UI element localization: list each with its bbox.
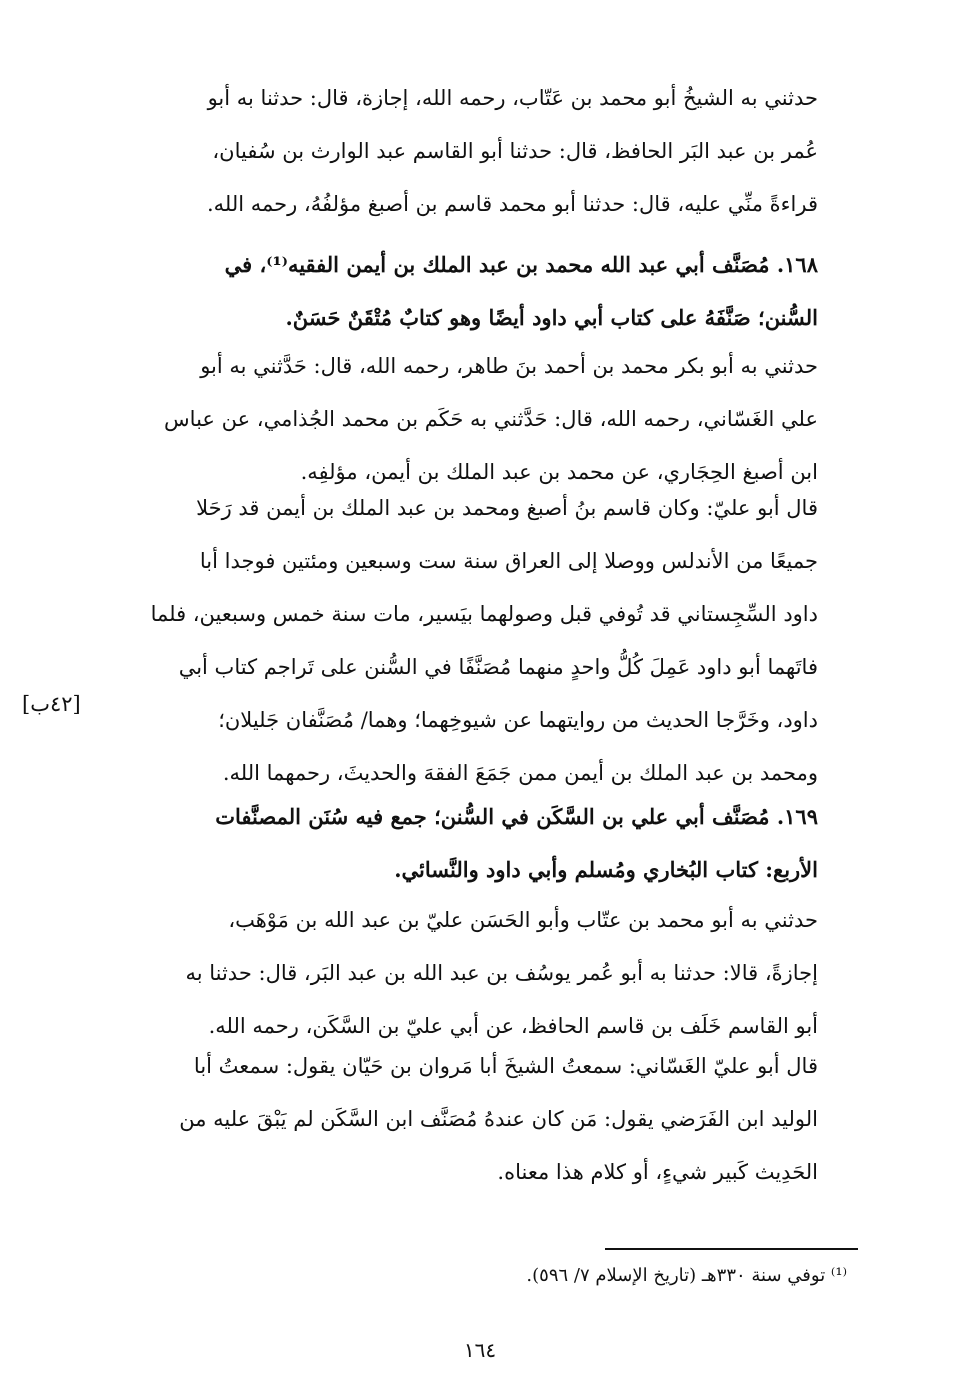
paragraph-isnad-3 (140, 894, 818, 1053)
text-line: قال أبو عليّ: وكان قاسم بنُ أصبغ ومحمد بن عبد الملك بن أيمن قد رَحَلا (196, 496, 818, 520)
text-line: قراءةً منِّي عليه، قال: حدثنا أبو محمد قاسم بن أصبغ مؤلفُهُ، رحمه الله. (206, 192, 818, 216)
text-line: قال أبو عليّ الغَسّاني: سمعتُ الشيخَ أبا مَروان بن حَيّان يقول: سمعتُ أبا (193, 1054, 818, 1078)
text-line: ١٦٩. مُصَنَّف أبي علي بن السَّكَن في السُّنن؛ جمع فيه سُنَن المصنَّفات (215, 804, 818, 829)
text-line: داود السِّجِستاني قد تُوفي قبل وصولهما بيَسير، مات سنة خمس وسبعين، فلما (150, 602, 818, 626)
paragraph-isnad-2 (140, 340, 818, 499)
footnote: ⁽¹⁾ توفي سنة ٣٣٠هـ (تاريخ الإسلام ٧/ ٥٩٦). (526, 1265, 847, 1286)
paragraph-abu-ali-note (140, 482, 818, 800)
text-line: الأربع: كتاب البُخاري ومُسلم وأبي داود والنَّسائي. (394, 857, 818, 882)
entry-168-heading (140, 238, 818, 344)
text-line: عُمر بن عبد البَر الحافظ، قال: حدثنا أبو القاسم عبد الوارث بن سُفيان، (212, 139, 818, 163)
text-line: السُّنن؛ صَنَّفَهُ على كتاب أبي داود أيضًا وهو كتابٌ مُتْقَنٌ حَسَنٌ. (285, 305, 818, 330)
text-line: ابن أصبغ الحِجَاري، عن محمد بن عبد الملك بن أيمن، مؤلفِه. (300, 460, 818, 484)
text-line: جميعًا من الأندلس ووصلا إلى العراق سنة ست وسبعين ومئتين فوجدا أبا (199, 549, 818, 573)
page-number: ١٦٤ (463, 1338, 497, 1362)
text-line: الوليد ابن الفَرَضي يقول: مَن كان عندهُ مُصَنَّف ابن السَّكَن لم يَبْقَ عليه من (179, 1107, 818, 1131)
paragraph-ghassani-note (140, 1040, 818, 1199)
footnote-divider (605, 1248, 858, 1250)
text-line: حدثني به أبو بكر محمد بن أحمد بنَ طاهر، رحمه الله، قال: حَدَّثني به أبو (200, 354, 818, 378)
text-line: الحَدِيث كَبير شيءٍ، أو كلام هذا معناه. (497, 1160, 818, 1184)
text-line: إجازةً، قالا: حدثنا به أبو عُمر يوسُف بن عبد الله بن عبد البَر، قال: حدثنا به (185, 961, 818, 985)
text-line: داود، وخَرَّجا الحديث من روايتهما عن شيوخِهما؛ وهما/ مُصَنَّفان جَليلان؛ (218, 708, 818, 732)
folio-margin-note: [٤٢ب] (22, 692, 81, 716)
text-line: حدثني به الشيخُ أبو محمد بن عَتّاب، رحمه الله، إجازة، قال: حدثنا به أبو (207, 86, 818, 110)
text-line: حدثني به أبو محمد بن عتّاب وأبو الحَسَن عليّ بن عبد الله بن مَوْهَب، (228, 908, 818, 932)
paragraph-isnad-1 (140, 72, 818, 231)
text-line: فاتَهما أبو داود عَمِلَ كُلُّ واحدٍ منهما مُصَنَّفًا في السُّنن على تَراجم كتاب أبي (178, 655, 818, 679)
text-line: علي الغَسّاني، رحمه الله، قال: حَدَّثني به حَكَم بن محمد الجُذامي، عن عباس (164, 407, 818, 431)
text-line: أبو القاسم خَلَف بن قاسم الحافظ، عن أبي عليّ بن السَّكَن، رحمه الله. (208, 1014, 818, 1038)
entry-169-heading (140, 790, 818, 896)
text-line: ومحمد بن عبد الملك بن أيمن ممن جَمَعَ الفقهَ والحديثَ، رحمهما الله. (222, 761, 818, 785)
text-line: ١٦٨. مُصَنَّف أبي عبد الله محمد بن عبد الملك بن أيمن الفقيه⁽¹⁾، في (224, 252, 818, 277)
